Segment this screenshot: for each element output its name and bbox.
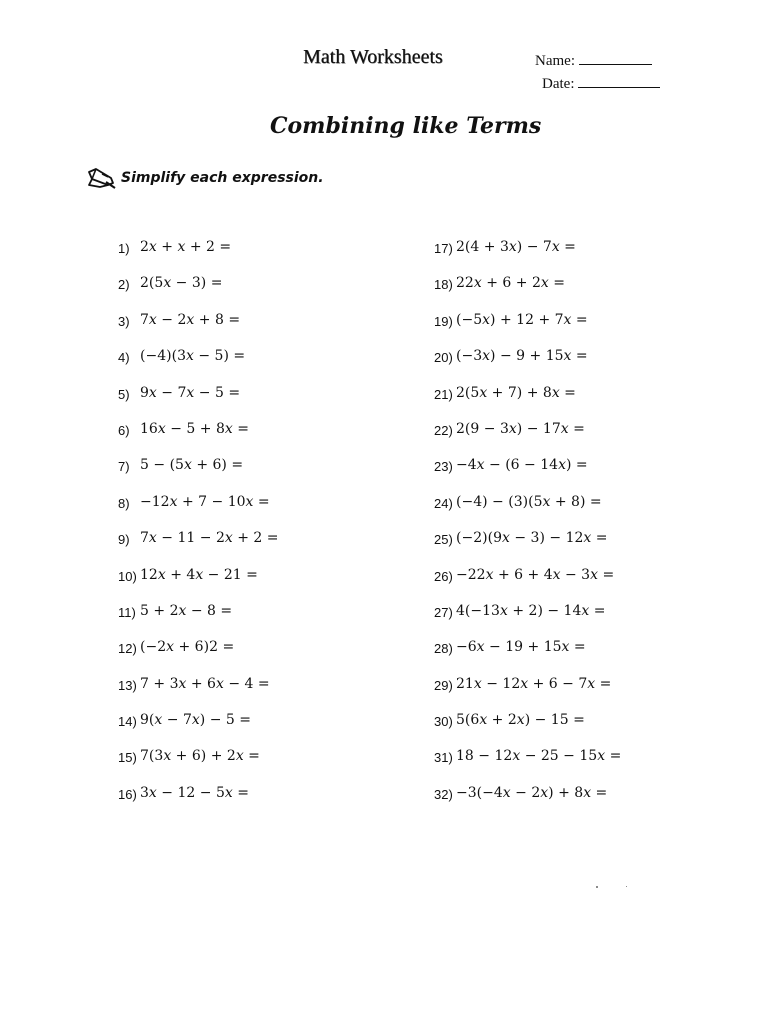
problem-expression: 2(4 + 3x) − 7x =: [456, 239, 576, 255]
problem-number: 22): [434, 422, 453, 438]
problem-expression: −12x + 7 − 10x =: [140, 493, 270, 510]
problem-item: [118, 312, 279, 348]
problem-number: 30): [434, 714, 453, 730]
problem-expression: 5 + 2x − 8 =: [140, 602, 233, 619]
problem-item: [118, 639, 279, 675]
problem-number: 32): [434, 786, 453, 802]
problem-item: [118, 603, 279, 639]
problem-expression: −6x − 19 + 15x =: [456, 639, 586, 656]
problem-expression: 21x − 12x + 6 − 7x =: [456, 675, 612, 692]
problem-expression: 9x − 7x − 5 =: [140, 384, 241, 401]
problem-item: [434, 421, 621, 457]
problem-item: [434, 603, 621, 639]
problem-expression: (−5x) + 12 + 7x =: [456, 311, 588, 328]
problem-item: [118, 567, 279, 603]
problem-number: 10): [118, 568, 137, 584]
problem-expression: 18 − 12x − 25 − 15x =: [456, 748, 622, 765]
problem-expression: 7x − 11 − 2x + 2 =: [140, 530, 279, 547]
problem-item: [118, 676, 279, 712]
problem-item: [118, 385, 279, 421]
problem-expression: −3(−4x − 2x) + 8x =: [456, 784, 608, 801]
problem-item: [434, 567, 621, 603]
problem-item: [118, 239, 279, 275]
problem-number: 12): [118, 641, 137, 657]
problem-item: [434, 385, 621, 421]
problem-expression: (−4)(3x − 5) =: [140, 348, 246, 365]
pencil-hand-icon: [86, 166, 116, 190]
problem-number: 27): [434, 604, 453, 620]
problem-number: 29): [434, 677, 453, 693]
problem-number: 15): [118, 750, 137, 766]
problem-item: [434, 457, 621, 493]
date-blank-line: [578, 74, 660, 88]
problem-expression: 2(5x − 3) =: [140, 275, 223, 292]
problem-expression: 12x + 4x − 21 =: [140, 566, 258, 583]
problem-item: [434, 785, 621, 821]
problem-number: 2): [118, 277, 130, 293]
problem-item: [118, 712, 279, 748]
problem-number: 31): [434, 750, 453, 766]
problem-expression: 2(5x + 7) + 8x =: [456, 384, 576, 401]
problem-item: [434, 312, 621, 348]
problem-item: [118, 785, 279, 821]
problem-item: [434, 275, 621, 311]
instruction-text: Simplify each expression.: [121, 170, 324, 186]
name-blank-line: [579, 51, 652, 65]
problem-item: [118, 748, 279, 784]
problem-number: 25): [434, 532, 453, 548]
problem-item: [434, 348, 621, 384]
problem-item: [434, 676, 621, 712]
problem-number: 13): [118, 677, 137, 693]
problem-expression: 4(−13x + 2) − 14x =: [456, 602, 606, 619]
problem-item: [434, 239, 621, 275]
date-field: [542, 74, 660, 93]
problem-item: [434, 530, 621, 566]
problem-number: 8): [118, 495, 130, 511]
problem-number: 16): [118, 786, 137, 802]
problem-expression: (−2)(9x − 3) − 12x =: [456, 530, 608, 547]
problem-expression: −22x + 6 + 4x − 3x =: [456, 566, 615, 583]
problem-number: 11): [118, 604, 136, 620]
instruction: [86, 166, 324, 190]
problem-number: 17): [434, 241, 453, 256]
problem-expression: 9(x − 7x) − 5 =: [140, 712, 251, 729]
worksheet-subtitle: Combining like Terms: [270, 113, 542, 139]
problem-expression: 7 + 3x + 6x − 4 =: [140, 675, 270, 692]
problem-expression: 16x − 5 + 8x =: [140, 420, 249, 437]
problem-item: [118, 348, 279, 384]
problem-item: [434, 712, 621, 748]
problem-expression: 2(9 − 3x) − 17x =: [456, 420, 585, 437]
name-field: [535, 51, 652, 70]
problem-item: [118, 457, 279, 493]
problem-expression: (−2x + 6)2 =: [140, 639, 235, 656]
problem-item: [118, 530, 279, 566]
problem-number: 5): [118, 386, 130, 402]
problem-number: 4): [118, 350, 130, 366]
problem-number: 1): [118, 241, 130, 256]
problem-number: 19): [434, 313, 453, 329]
problem-number: 23): [434, 459, 453, 475]
problem-expression: 7(3x + 6) + 2x =: [140, 748, 260, 765]
problems-column-right: [434, 239, 621, 821]
problem-item: [118, 494, 279, 530]
problem-item: [118, 275, 279, 311]
problem-number: 6): [118, 422, 130, 438]
problem-item: [434, 494, 621, 530]
problem-number: 14): [118, 714, 137, 730]
problem-expression: 2x + x + 2 =: [140, 239, 232, 255]
problem-number: 3): [118, 313, 130, 329]
problem-item: [118, 421, 279, 457]
problem-number: 21): [434, 386, 453, 402]
problem-expression: −4x − (6 − 14x) =: [456, 457, 588, 474]
problems-column-left: [118, 239, 279, 821]
problem-number: 18): [434, 277, 453, 293]
problem-number: 9): [118, 532, 130, 548]
problem-expression: 7x − 2x + 8 =: [140, 311, 241, 328]
name-label: Name:: [535, 53, 575, 69]
problem-number: 7): [118, 459, 130, 475]
problem-expression: 5(6x + 2x) − 15 =: [456, 712, 585, 729]
problem-item: [434, 639, 621, 675]
problem-expression: (−4) − (3)(5x + 8) =: [456, 493, 602, 510]
problem-number: 28): [434, 641, 453, 657]
problem-item: [434, 748, 621, 784]
problem-expression: 22x + 6 + 2x =: [456, 275, 565, 292]
problem-expression: 3x − 12 − 5x =: [140, 784, 249, 801]
stray-mark: [626, 886, 627, 887]
worksheet-title: Math Worksheets: [303, 46, 443, 68]
problem-number: 26): [434, 568, 453, 584]
problem-expression: (−3x) − 9 + 15x =: [456, 348, 588, 365]
problem-expression: 5 − (5x + 6) =: [140, 457, 244, 474]
problem-number: 24): [434, 495, 453, 511]
problem-number: 20): [434, 350, 453, 366]
date-label: Date:: [542, 76, 575, 92]
stray-mark: [596, 886, 598, 888]
